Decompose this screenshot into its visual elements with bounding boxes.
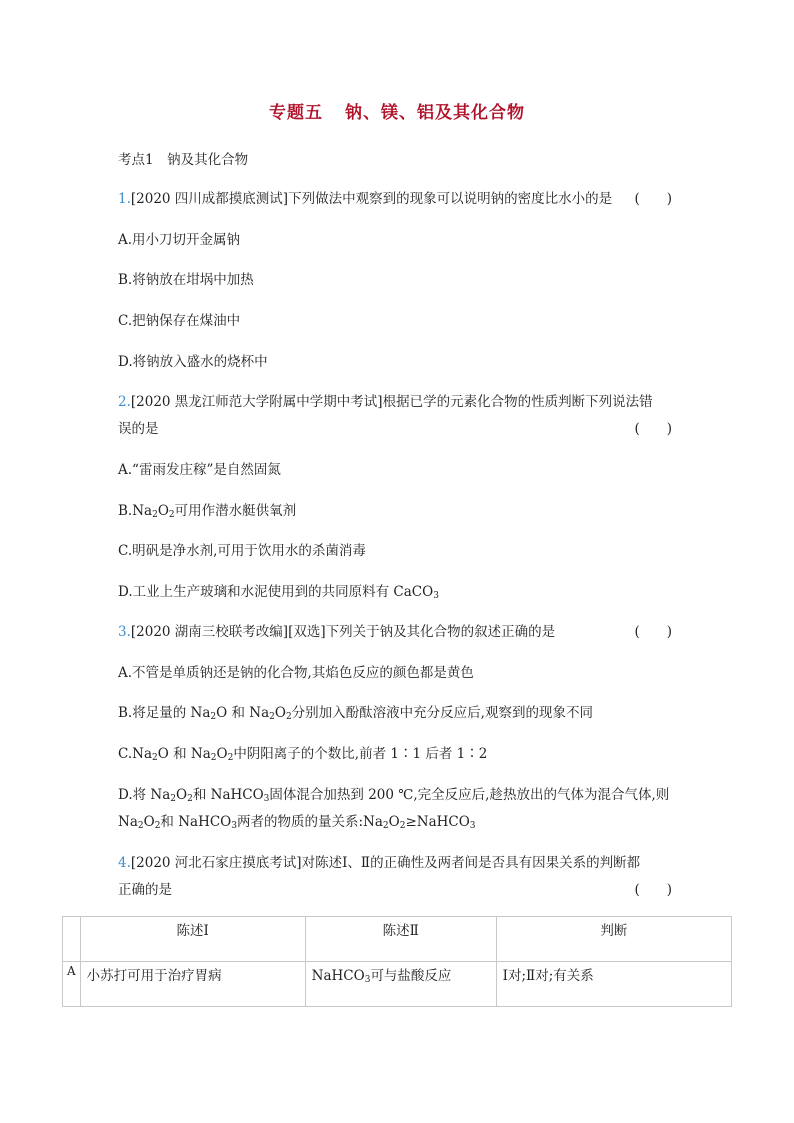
question-3-answer-blank: ( ) [634, 624, 672, 640]
question-3-stem: 3.[2020 湖南三校联考改编][双选]下列关于钠及其化合物的叙述正确的是 [118, 624, 556, 640]
table-header-key-cell [63, 917, 81, 962]
question-1-option-d: D.将钠放入盛水的烧杯中 [118, 354, 268, 370]
table-header-judgment: 判断 [496, 917, 731, 962]
question-4-answer-blank: ( ) [634, 882, 672, 898]
question-4-table [62, 916, 732, 1007]
table-cell-judgment: Ⅰ对;Ⅱ对;有关系 [496, 962, 731, 1007]
title-part-2: 钠、镁、铝及其化合物 [345, 103, 525, 123]
question-1-number: 1. [118, 191, 131, 207]
question-3-option-c: $C.Na_2O$ 和 $Na_2O_2$中阴阳离子的个数比,前者 1∶1 后者 1∶2 [118, 746, 488, 763]
question-3-number: 3. [118, 624, 131, 640]
table-row [63, 962, 732, 1007]
question-2-option-a: A.“雷雨发庄稼”是自然固氮 [118, 462, 281, 478]
question-2-stem-line-1: 2.[2020 黑龙江师范大学附属中学期中考试]根据已学的元素化合物的性质判断下列说法错 [118, 394, 653, 410]
table-header-statement-1: 陈述Ⅰ [80, 917, 305, 962]
question-4-number: 4. [118, 855, 131, 871]
question-1-option-b: B.将钠放在坩埚中加热 [118, 272, 254, 288]
question-2-option-d: D.工业上生产玻璃和水泥使用到的共同原料有 CaCO$_3$ [118, 584, 439, 601]
section-heading: 考点1 钠及其化合物 [118, 152, 249, 168]
question-3-option-d-line-1: D.将 $Na_2O_2$和 NaHCO$_3$固体混合加热到 200 ℃,完全反应后,趁热放出的气体为混合气体,则 [118, 787, 670, 804]
table-row-key: A [63, 962, 81, 1007]
table-cell-statement-2: NaHCO$_3$可与盐酸反应 [305, 962, 496, 1007]
question-2-option-b: $B.Na_2O_2$可用作潜水艇供氧剂 [118, 503, 297, 520]
question-1-option-c: C.把钠保存在煤油中 [118, 313, 241, 329]
table-header-statement-2: 陈述Ⅱ [305, 917, 496, 962]
question-2-number: 2. [118, 394, 131, 410]
question-1-stem: 1.[2020 四川成都摸底测试]下列做法中观察到的现象可以说明钠的密度比水小的是 [118, 191, 613, 207]
question-3-option-d-line-2: $Na_2O_2$和 NaHCO$_3$两者的物质的量关系$:Na_2O_2\ge NaHCO_3$ [118, 814, 476, 831]
page-title [0, 98, 794, 123]
question-2-answer-blank: ( ) [634, 421, 672, 437]
question-3-option-b: B.将足量的 $Na_2O$ 和 $Na_2O_2$分别加入酚酞溶液中充分反应后,观察到的现象不同 [118, 705, 593, 722]
question-1-answer-blank: ( ) [634, 191, 672, 207]
question-2-stem-line-2: 误的是 [118, 421, 159, 437]
table-cell-statement-1: 小苏打可用于治疗胃病 [80, 962, 305, 1007]
question-4-stem-line-2: 正确的是 [118, 882, 172, 898]
question-1-option-a: A.用小刀切开金属钠 [118, 232, 241, 248]
table-header-row [63, 917, 732, 962]
question-4-stem-line-1: 4.[2020 河北石家庄摸底考试]对陈述Ⅰ、Ⅱ的正确性及两者间是否具有因果关系的判断都 [118, 855, 641, 871]
question-3-option-a: A.不管是单质钠还是钠的化合物,其焰色反应的颜色都是黄色 [118, 665, 474, 681]
title-part-1: 专题五 [269, 103, 323, 123]
question-2-option-c: C.明矾是净水剂,可用于饮用水的杀菌消毒 [118, 543, 366, 559]
